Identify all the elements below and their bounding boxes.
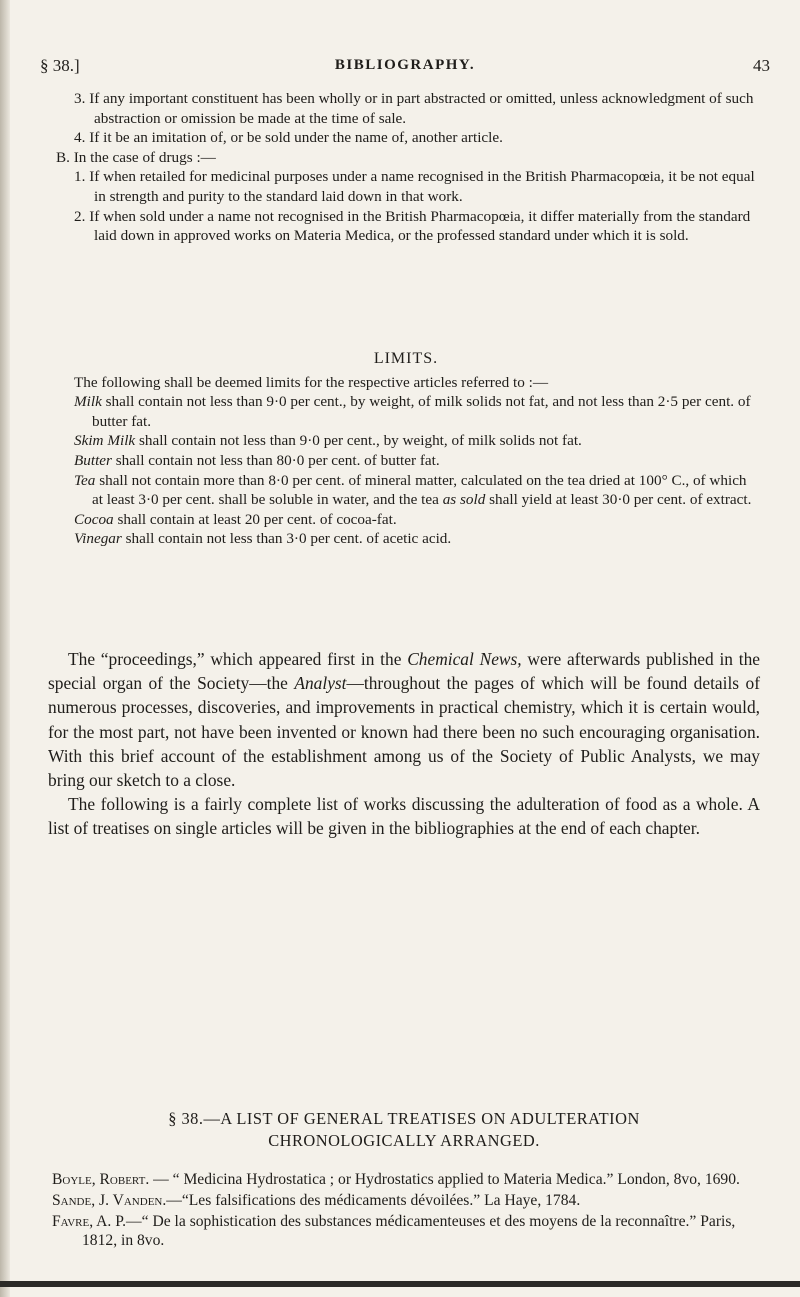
limit-tea: Tea shall not contain more than 8·0 per cent. of mineral matter, calculated on the tea dried at 100° C., of which at least 3·0 per cent. shall be soluble in water, and the tea as sold shall yield at least 30·0 per cent. of extract. (74, 471, 752, 509)
limit-milk: Milk shall contain not less than 9·0 per cent., by weight, of milk solids not fat, and not less than 2·5 per cent. of butter fat. (74, 393, 751, 430)
limits-intro: The following shall be deemed limits for the respective articles referred to :— (74, 373, 549, 391)
drugs-item-2: 2. If when sold under a name not recognised in the British Pharmacopœia, it differ materially from the standard laid down in approved works on Materia Medica, or the professed standard under which it is sold. (74, 207, 751, 245)
page-number: 43 (753, 56, 770, 75)
clause-4: 4. If it be an imitation of, or be sold under the name of, another article. (74, 129, 503, 147)
bib-author: Boyle, Robert. (52, 1171, 150, 1188)
limit-butter: Butter shall contain not less than 80·0 per cent. of butter fat. (74, 451, 440, 469)
limit-cocoa: Cocoa shall contain at least 20 per cent. of cocoa-fat. (74, 510, 397, 528)
limit-term: Skim Milk (74, 432, 136, 450)
limits-title: LIMITS. (373, 350, 439, 367)
limit-term: Milk (74, 393, 102, 411)
body-text (48, 647, 760, 841)
bib-author: Sande, J. Vanden. (52, 1191, 167, 1209)
limit-term: Vinegar (74, 530, 122, 548)
bibliography-list (52, 1170, 760, 1252)
journal-analyst: Analyst (294, 673, 347, 694)
running-head (40, 56, 770, 80)
section-heading-line-2: CHRONOLOGICALLY ARRANGED. (268, 1131, 540, 1150)
bib-author: Favre, A. P. (52, 1212, 127, 1230)
drugs-item-1: 1. If when retailed for medicinal purposes under a name recognised in the British Pharmacopœia, it be not equal in strength and purity to the standard laid down in that work. (74, 168, 755, 205)
section-heading-line-1: § 38.—A LIST OF GENERAL TREATISES ON ADULTERATION (168, 1109, 640, 1128)
bib-entry-favre: Favre, A. P.—“ De la sophistication des substances médicamenteuses et des moyens de la reconnaître.” Paris, 1812, in 8vo. (52, 1212, 736, 1250)
section-marker: § 38.] (40, 56, 80, 75)
journal-title: Chemical News, (407, 649, 522, 669)
limit-term: Cocoa (74, 510, 114, 528)
page-bottom-edge (0, 1281, 800, 1287)
drugs-heading: B. In the case of drugs :— (56, 148, 216, 166)
limit-term: Tea (74, 471, 96, 489)
paragraph-list-intro: The following is a fairly complete list of works discussing the adulteration of food as a whole. A list of treatises on single articles will be given in the bibliographies at the end of each chapter. (48, 794, 760, 839)
clause-3: 3. If any important constituent has been wholly or in part abstracted or omitted, unless acknowledgment of such abstraction or omission be made at the time of sale. (74, 90, 754, 127)
bib-entry-boyle: Boyle, Robert. — “ Medicina Hydrostatica ; or Hydrostatics applied to Materia Medica.” London, 8vo, 1690. (52, 1171, 740, 1188)
section-heading (48, 1108, 760, 1152)
limit-skim-milk: Skim Milk shall contain not less than 9·0 per cent., by weight, of milk solids not fat. (74, 432, 582, 450)
limit-vinegar: Vinegar shall contain not less than 3·0 per cent. of acetic acid. (74, 530, 452, 548)
page-gutter-shadow (0, 0, 10, 1297)
limit-term: Butter (74, 451, 112, 469)
bib-entry-sande: Sande, J. Vanden.—“Les falsifications des médicaments dévoilées.” La Haye, 1784. (52, 1191, 581, 1209)
paragraph-proceedings: The “proceedings,” which appeared first in the Chemical News, were afterwards published in the special organ of the Society—the Analyst—throughout the pages of which will be found details of numerous processes, discoveries, and improvements in practical chemistry, which it is certain would, for the most part, not have been invented or known had there been no such encouraging organisation. With this brief account of the establishment among us of the Society of Public Analysts, we may bring our sketch to a close. (48, 649, 761, 791)
sale-clauses (56, 89, 756, 246)
running-title: BIBLIOGRAPHY. (334, 57, 476, 73)
limits-section (56, 343, 756, 549)
